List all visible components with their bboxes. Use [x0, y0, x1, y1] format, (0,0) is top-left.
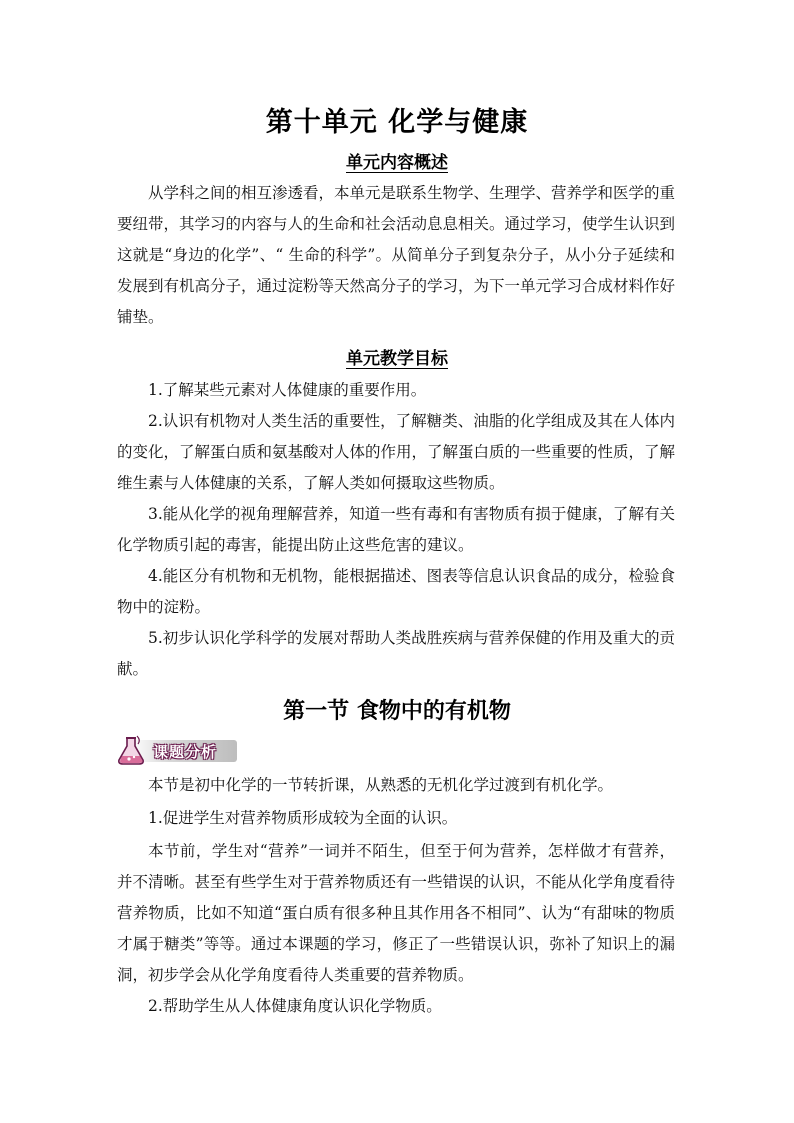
section-paragraph-1: 本节是初中化学的一节转折课，从熟悉的无机化学过渡到有机化学。 [148, 776, 614, 794]
objective-item-1: 1.了解某些元素对人体健康的重要作用。 [148, 381, 427, 399]
section-paragraph-4: 2.帮助学生从人体健康角度认识化学物质。 [148, 997, 442, 1015]
objectives-heading [0, 344, 794, 369]
objective-item-3: 3.能从化学的视角理解营养，知道一些有毒和有害物质有损于健康，了解有关化学物质引起的毒害，能提出防止这些危害的建议。 [117, 505, 675, 554]
topic-analysis-badge [117, 734, 239, 768]
section-title: 第一节 食物中的有机物 [283, 699, 511, 724]
section-paragraph-2: 1.促进学生对营养物质形成较为全面的认识。 [148, 809, 458, 827]
objectives-heading-text: 单元教学目标 [346, 349, 448, 369]
overview-heading [0, 148, 794, 173]
section-paragraph-3: 本节前，学生对“营养”一词并不陌生，但至于何为营养，怎样做才有营养，并不清晰。甚至有些学生对于营养物质还有一些错误的认识，不能从化学角度看待营养物质，比如不知道“蛋白质有很多种且其作用各不相同”、认为“有甜味的物质才属于糖类”等等。通过本课题的学习，修正了一些错误认识，弥补了知识上的漏洞，初步学会从化学角度看待人类重要的营养物质。 [117, 842, 676, 984]
flask-icon [117, 734, 157, 768]
objective-item-5: 5.初步认识化学科学的发展对帮助人类战胜疾病与营养保健的作用及重大的贡献。 [117, 629, 675, 678]
unit-title: 第十单元 化学与健康 [265, 107, 529, 138]
objective-item-4: 4.能区分有机物和无机物，能根据描述、图表等信息认识食品的成分，检验食物中的淀粉。 [117, 567, 675, 616]
overview-heading-text: 单元内容概述 [346, 153, 448, 173]
objective-item-2: 2.认识有机物对人类生活的重要性，了解糖类、油脂的化学组成及其在人体内的变化，了解蛋白质和氨基酸对人体的作用，了解蛋白质的一些重要的性质，了解维生素与人体健康的关系，了解人类如何摄取这些物质。 [117, 412, 676, 492]
overview-paragraph: 从学科之间的相互渗透看，本单元是联系生物学、生理学、营养学和医学的重要纽带，其学习的内容与人的生命和社会活动息息相关。通过学习，使学生认识到这就是“身边的化学”、“ 生命的科学”。从简单分子到复杂分子，从小分子延续和发展到有机高分子，通过淀粉等天然高分子的学习，为下一单元学习合成材料作好铺垫。 [117, 184, 676, 326]
badge-label: 课题分析 [153, 743, 218, 761]
